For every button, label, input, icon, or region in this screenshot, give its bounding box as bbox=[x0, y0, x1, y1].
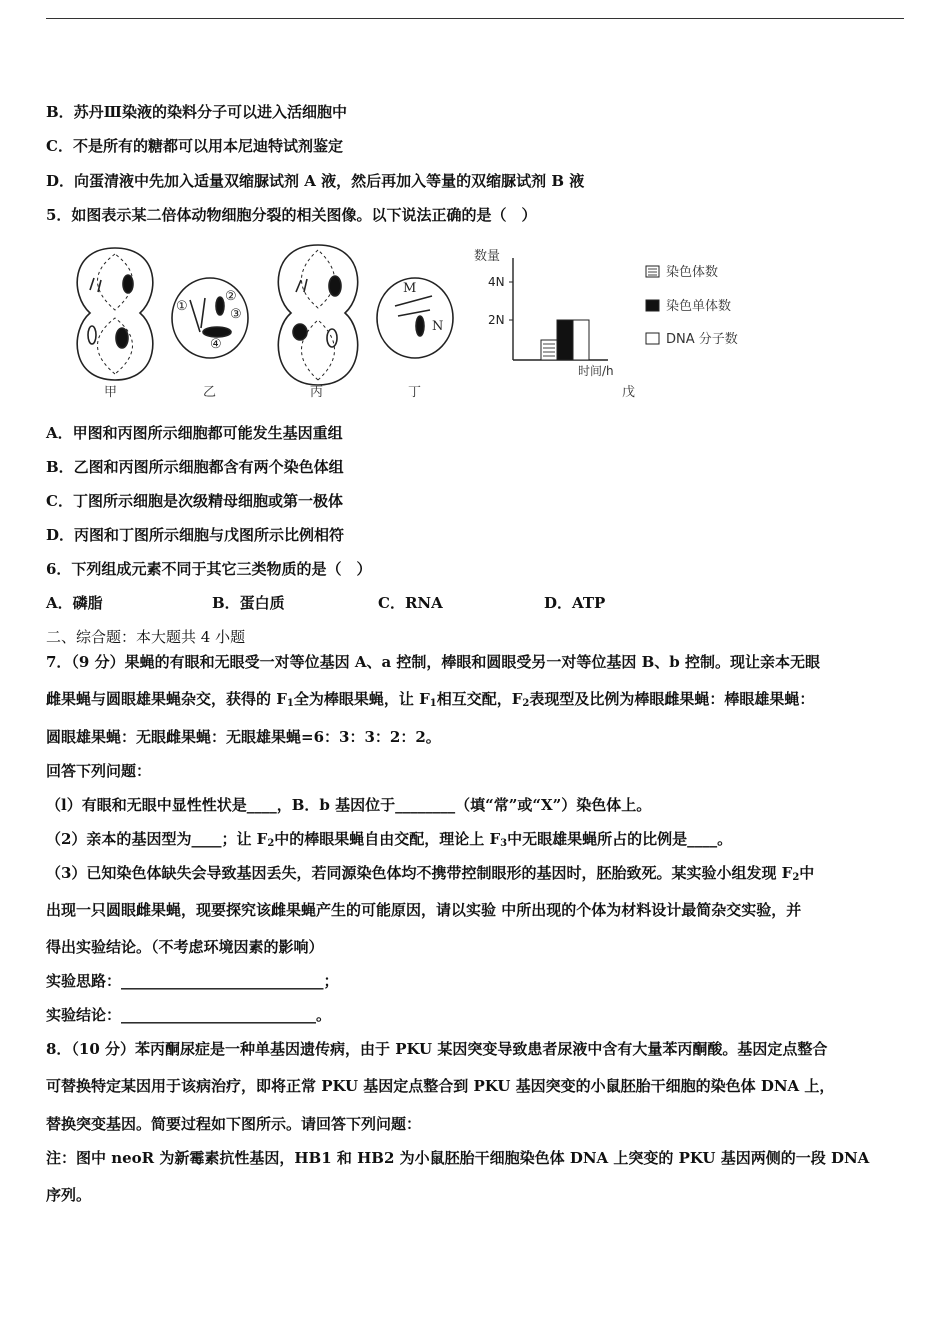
q5-stem: 5．如图表示某二倍体动物细胞分裂的相关图像。以下说法正确的是（ ） bbox=[46, 206, 537, 224]
cell-yi bbox=[172, 278, 248, 358]
q5-option-d: D．丙图和丁图所示细胞与戊图所示比例相符 bbox=[46, 526, 345, 544]
legend-chromatid-swatch bbox=[646, 300, 659, 311]
label-jia: 甲 bbox=[104, 385, 118, 400]
q7-line6: （2）亲本的基因型为____；让 $F_2$中的棒眼果蝇自由交配，理论上 $F_3$中无眼雄果蝇所占的比例是____。 bbox=[46, 830, 733, 849]
bar-chromatid bbox=[557, 320, 573, 360]
q4-option-b: B．苏丹Ⅲ染液的染料分子可以进入活细胞中 bbox=[46, 103, 347, 121]
q4-option-c: C．不是所有的糖都可以用本尼迪特试剂鉴定 bbox=[46, 137, 343, 155]
label-bing: 丙 bbox=[310, 385, 324, 400]
figure-labels bbox=[104, 384, 635, 400]
q7-line11: 实验结论：__________________________。 bbox=[46, 1006, 332, 1024]
q6-stem: 6．下列组成元素不同于其它三类物质的是（ ） bbox=[46, 560, 372, 578]
legend-dna: DNA 分子数 bbox=[666, 332, 738, 347]
header-rule bbox=[46, 18, 904, 19]
mark-1: ① bbox=[176, 299, 188, 314]
label-ding: 丁 bbox=[408, 385, 422, 400]
cell-bing bbox=[278, 245, 357, 385]
q6-options bbox=[46, 593, 910, 613]
q6-option-a: A．磷脂 bbox=[46, 594, 103, 612]
legend-dna-swatch bbox=[646, 333, 659, 344]
tick-2n: 2N bbox=[488, 313, 505, 327]
mark-2: ② bbox=[225, 289, 237, 304]
mark-m: M bbox=[403, 281, 417, 296]
q8-line5: 序列。 bbox=[46, 1186, 92, 1204]
q7-line3: 圆眼雄果蝇：无眼雌果蝇：无眼雄果蝇=6：3：3：2：2。 bbox=[46, 728, 441, 746]
cell-ding bbox=[377, 278, 453, 358]
q8-line4: 注：图中 neoR 为新霉素抗性基因，HB1 和 HB2 为小鼠胚胎干细胞染色体 DNA 上突变的 PKU 基因两侧的一段 DNA bbox=[46, 1149, 870, 1167]
q6-option-b: B．蛋白质 bbox=[212, 594, 285, 612]
q5-option-b: B．乙图和丙图所示细胞都含有两个染色体组 bbox=[46, 458, 344, 476]
bar-chart-wu bbox=[474, 248, 738, 378]
bar-dna bbox=[573, 320, 589, 360]
q7-line2: 雌果蝇与圆眼雄果蝇杂交，获得的 $F_1$全为棒眼果蝇，让 $F_1$相互交配，$F_2$表现型及比例为棒眼雌果蝇：棒眼雄果蝇： bbox=[46, 690, 815, 709]
q7-line1: 7．（9 分）果蝇的有眼和无眼受一对等位基因 A、a 控制，棒眼和圆眼受另一对等位基因 B、b 控制。现让亲本无眼 bbox=[46, 653, 821, 671]
q5-option-a: A．甲图和丙图所示细胞都可能发生基因重组 bbox=[46, 424, 343, 442]
bar-chromosome bbox=[541, 340, 557, 360]
label-wu: 戊 bbox=[622, 385, 636, 400]
q8-line2: 可替换特定某因用于该病治疗，即将正常 PKU 基因定点整合到 PKU 基因突变的小鼠胚胎干细胞的染色体 DNA 上， bbox=[46, 1077, 835, 1095]
chart-ylabel: 数量 bbox=[474, 249, 501, 264]
cell-jia bbox=[77, 248, 153, 380]
mark-n: N bbox=[432, 319, 444, 334]
cell-division-figure bbox=[60, 240, 780, 415]
q4-option-d: D．向蛋清液中先加入适量双缩脲试剂 A 液，然后再加入等量的双缩脲试剂 B 液 bbox=[46, 172, 585, 190]
q7-line7: （3）已知染色体缺失会导致基因丢失，若同源染色体均不携带控制眼形的基因时，胚胎致死。某实验小组发现 $F_2$中 bbox=[46, 864, 815, 883]
q7-line9: 得出实验结论。（不考虑环境因素的影响） bbox=[46, 938, 324, 956]
mark-4: ④ bbox=[210, 337, 222, 352]
tick-4n: 4N bbox=[488, 275, 505, 289]
q7-line10: 实验思路：___________________________； bbox=[46, 972, 339, 990]
label-yi: 乙 bbox=[203, 385, 217, 400]
q6-option-c: C．RNA bbox=[378, 594, 443, 612]
q6-option-d: D．ATP bbox=[544, 594, 606, 612]
legend-chromosome: 染色体数 bbox=[666, 265, 719, 280]
section-heading: 二、综合题：本大题共 4 小题 bbox=[46, 628, 246, 646]
q7-line8: 出现一只圆眼雌果蝇，现要探究该雌果蝇产生的可能原因，请以实验 中所出现的个体为材料设计最简杂交实验，并 bbox=[46, 901, 802, 919]
q8-line1: 8．（10 分）苯丙酮尿症是一种单基因遗传病，由于 PKU 某因突变导致患者尿液中含有大量苯丙酮酸。基因定点整合 bbox=[46, 1040, 828, 1058]
q7-line5: （l）有眼和无眼中显性性状是____，B．b 基因位于________（填“常”或“X”）染色体上。 bbox=[46, 796, 652, 814]
chart-xlabel: 时间/h bbox=[578, 364, 614, 378]
q7-line4: 回答下列问题： bbox=[46, 762, 152, 780]
q8-line3: 替换突变基因。简要过程如下图所示。请回答下列问题： bbox=[46, 1115, 422, 1133]
mark-3: ③ bbox=[230, 307, 242, 322]
legend-chromatid: 染色单体数 bbox=[666, 299, 732, 314]
q5-option-c: C．丁图所示细胞是次级精母细胞或第一极体 bbox=[46, 492, 343, 510]
